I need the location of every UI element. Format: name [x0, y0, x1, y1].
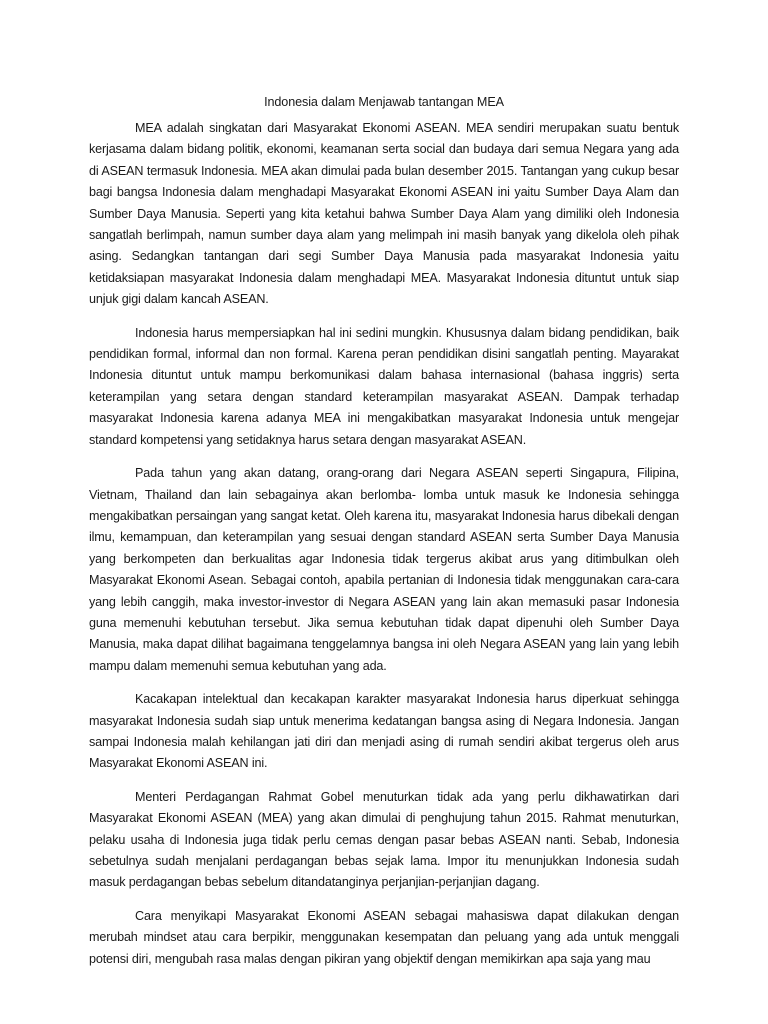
paragraph-1: MEA adalah singkatan dari Masyarakat Ekonomi ASEAN. MEA sendiri merupakan suatu bentuk kerjasama dalam bidang politik, ekonomi, keamanan serta social dan budaya dari semua Negara yang ada di ASEAN termasuk Indonesia. MEA akan dimulai pada bulan desember 2015. Tantangan yang cukup besar bagi bangsa Indonesia dalam menghadapi Masyarakat Ekonomi ASEAN ini yaitu Sumber Daya Alam dan Sumber Daya Manusia. Seperti yang kita ketahui bahwa Sumber Daya Alam yang dimiliki oleh Indonesia sangatlah berlimpah, namun sumber daya alam yang melimpah ini masih banyak yang dikelola oleh pihak asing. Sedangkan tantangan dari segi Sumber Daya Manusia pada masyarakat Indonesia yaitu ketidaksiapan masyarakat Indonesia dalam menghadapi MEA. Masyarakat Indonesia dituntut untuk siap unjuk gigi dalam kancah ASEAN. [89, 121, 679, 307]
paragraph-6: Cara menyikapi Masyarakat Ekonomi ASEAN sebagai mahasiswa dapat dilakukan dengan merubah mindset atau cara berpikir, menggunakan kesempatan dan peluang yang ada untuk menggali potensi diri, mengubah rasa malas dengan pikiran yang objektif dengan memikirkan apa saja yang mau [89, 908, 679, 966]
paragraph-3: Pada tahun yang akan datang, orang-orang dari Negara ASEAN seperti Singapura, Filipina, Vietnam, Thailand dan lain sebagainya akan berlomba- lomba untuk masuk ke Indonesia sehingga mengakibatkan persaingan yang sangat ketat. Oleh karena itu, masyarakat Indonesia harus dibekali dengan ilmu, kemampuan, dan keterampilan yang sesuai dengan standard ASEAN serta Sumber Daya Manusia yang berkompeten dan berkualitas agar Indonesia tidak tergerus akibat arus yang ditimbulkan oleh Masyarakat Ekonomi Asean. Sebagai contoh, apabila pertanian di Indonesia tidak menggunakan cara-cara yang lebih canggih, maka investor-investor di Negara ASEAN yang lain akan memasuki pasar Indonesia guna memenuhi kebutuhan tersebut. Jika semua kebutuhan tidak dapat dipenuhi oleh Sumber Daya Manusia, maka dapat dilihat bagaimana tenggelamnya bangsa ini oleh Negara ASEAN yang lain yang lebih mampu dalam memenuhi semua kebutuhan yang ada. [89, 466, 679, 673]
paragraph-2: Indonesia harus mempersiapkan hal ini sedini mungkin. Khususnya dalam bidang pendidikan, baik pendidikan formal, informal dan non formal. Karena peran pendidikan disini sangatlah penting. Mayarakat Indonesia dituntut untuk mampu berkomunikasi dalam bahasa internasional (bahasa inggris) serta keterampilan yang setara dengan standard keterampilan masyarakat ASEAN. Dampak terhadap masyarakat Indonesia karena adanya MEA ini mengakibatkan masyarakat Indonesia untuk mengejar standard kompetensi yang setidaknya harus setara dengan masyarakat ASEAN. [89, 325, 679, 447]
paragraph-4: Kacakapan intelektual dan kecakapan karakter masyarakat Indonesia harus diperkuat sehingga masyarakat Indonesia sudah siap untuk menerima kedatangan bangsa asing di Negara Indonesia. Jangan sampai Indonesia malah kehilangan jati diri dan menjadi asing di rumah sendiri akibat tergerus oleh arus Masyarakat Ekonomi ASEAN ini. [89, 692, 679, 771]
document-title: Indonesia dalam Menjawab tantangan MEA [264, 95, 504, 109]
paragraph-5: Menteri Perdagangan Rahmat Gobel menuturkan tidak ada yang perlu dikhawatirkan dari Masyarakat Ekonomi ASEAN (MEA) yang akan dimulai di penghujung tahun 2015. Rahmat menuturkan, pelaku usaha di Indonesia juga tidak perlu cemas dengan pasar bebas ASEAN nanti. Sebab, Indonesia sebetulnya sudah menjalani perdagangan bebas sejak lama. Impor itu menunjukkan Indonesia sudah masuk perdagangan bebas sebelum ditandatanginya perjanjian-perjanjian dagang. [89, 789, 679, 890]
document-body [89, 118, 679, 982]
